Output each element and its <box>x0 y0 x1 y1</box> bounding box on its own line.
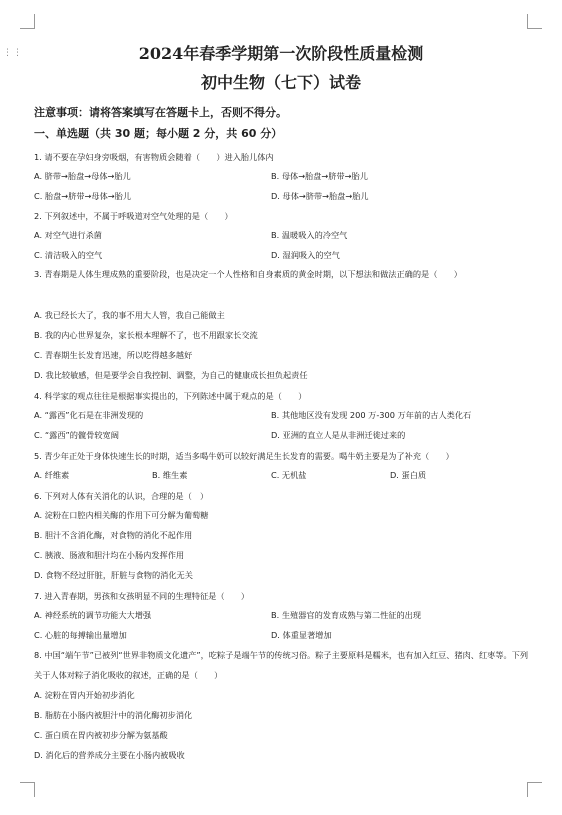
page-title: 2024年春季学期第一次阶段性质量检测 <box>138 44 424 63</box>
question-3: 3. 青春期是人体生理成熟的重要阶段，也是决定一个人性格和自身素质的黄金时期，以下想法和做法正确的是（ ） <box>34 269 462 279</box>
q1-option-c: C. 胎盘→脐带→母体→胎儿 <box>34 191 132 201</box>
q8-option-d: D. 消化后的营养成分主要在小肠内被吸收 <box>34 750 185 760</box>
q7-option-c: C. 心脏的每搏输出量增加 <box>34 630 127 640</box>
q4-option-c: C. “露西”的髋骨较宽阔 <box>34 430 119 440</box>
q3-option-b: B. 我的内心世界复杂，家长根本理解不了，也不用跟家长交流 <box>34 330 258 340</box>
q6-option-a: A. 淀粉在口腔内相关酶的作用下可分解为葡萄糖 <box>34 510 209 520</box>
crop-mark-bottom-right <box>527 782 542 797</box>
q4-option-d: D. 亚洲的直立人是从非洲迁徙过来的 <box>271 430 406 440</box>
q2-option-d: D. 湿润吸入的空气 <box>271 250 340 260</box>
q1-option-d: D. 母体→脐带→胎盘→胎儿 <box>271 191 369 201</box>
q7-option-d: D. 体重显著增加 <box>271 630 332 640</box>
q4-option-b: B. 其他地区没有发现 200 万-300 万年前的古人类化石 <box>271 410 472 420</box>
q6-option-d: D. 食物不经过肝脏，肝脏与食物的消化无关 <box>34 570 193 580</box>
question-1: 1. 请不要在孕妇身旁吸烟，有害物质会随着（ ）进入胎儿体内 <box>34 152 274 162</box>
q2-option-c: C. 清洁吸入的空气 <box>34 250 103 260</box>
question-7: 7. 进入青春期，男孩和女孩明显不同的生理特征是（ ） <box>34 591 250 601</box>
crop-mark-bottom-left <box>20 782 35 797</box>
q6-option-c: C. 胰液、肠液和胆汁均在小肠内发挥作用 <box>34 550 185 560</box>
question-8: 8. 中国“端午节”已被列“世界非物质文化遗产”，吃粽子是端午节的传统习俗。粽子主要原料是糯米，也有加入红豆、猪肉、红枣等。下列关于人体对粽子消化吸收的叙述，正确的是（ ） <box>34 650 529 680</box>
q5-option-d: D. 蛋白质 <box>390 470 427 480</box>
crop-mark-top-left <box>20 14 35 29</box>
question-2: 2. 下列叙述中，不属于呼吸道对空气处理的是（ ） <box>34 211 233 221</box>
q2-option-a: A. 对空气进行杀菌 <box>34 230 102 240</box>
q8-option-a: A. 淀粉在胃内开始初步消化 <box>34 690 135 700</box>
q5-option-b: B. 维生素 <box>152 470 188 480</box>
q8-option-b: B. 脂肪在小肠内被胆汁中的消化酶初步消化 <box>34 710 193 720</box>
q1-option-a: A. 脐带→胎盘→母体→胎儿 <box>34 171 131 181</box>
q3-option-a: A. 我已经长大了，我的事不用大人管，我自己能做主 <box>34 310 225 320</box>
q5-option-c: C. 无机盐 <box>271 470 307 480</box>
q2-option-b: B. 温暖吸入的冷空气 <box>271 230 348 240</box>
q4-option-a: A. “露西”化石是在非洲发现的 <box>34 410 144 420</box>
q8-option-c: C. 蛋白质在胃内被初步分解为氨基酸 <box>34 730 168 740</box>
drag-handle-icon[interactable]: ⋮⋮ <box>3 48 23 58</box>
page-subtitle: 初中生物（七下）试卷 <box>200 73 361 92</box>
question-6: 6. 下列对人体有关消化的认识，合理的是（ ） <box>34 491 209 501</box>
question-4: 4. 科学家的观点往往是根据事实提出的，下列陈述中属于观点的是（ ） <box>34 391 307 401</box>
q7-option-a: A. 神经系统的调节功能大大增强 <box>34 610 152 620</box>
notice: 注意事项：请将答案填写在答题卡上，否则不得分。 <box>34 106 287 119</box>
q3-option-d: D. 我比较敏感，但是要学会自我控制、调整，为自己的健康成长担负起责任 <box>34 370 308 380</box>
crop-mark-top-right <box>527 14 542 29</box>
section-heading: 一、单选题（共 30 题；每小题 2 分，共 60 分） <box>34 127 283 140</box>
question-5: 5. 青少年正处于身体快速生长的时期，适当多喝牛奶可以较好满足生长发育的需要。喝牛奶主要是为了补充（ ） <box>34 451 454 461</box>
q5-option-a: A. 纤维素 <box>34 470 70 480</box>
q7-option-b: B. 生殖器官的发育成熟与第二性征的出现 <box>271 610 422 620</box>
q1-option-b: B. 母体→胎盘→脐带→胎儿 <box>271 171 368 181</box>
q6-option-b: B. 胆汁不含消化酶，对食物的消化不起作用 <box>34 530 193 540</box>
q3-option-c: C. 青春期生长发育迅速，所以吃得越多越好 <box>34 350 193 360</box>
